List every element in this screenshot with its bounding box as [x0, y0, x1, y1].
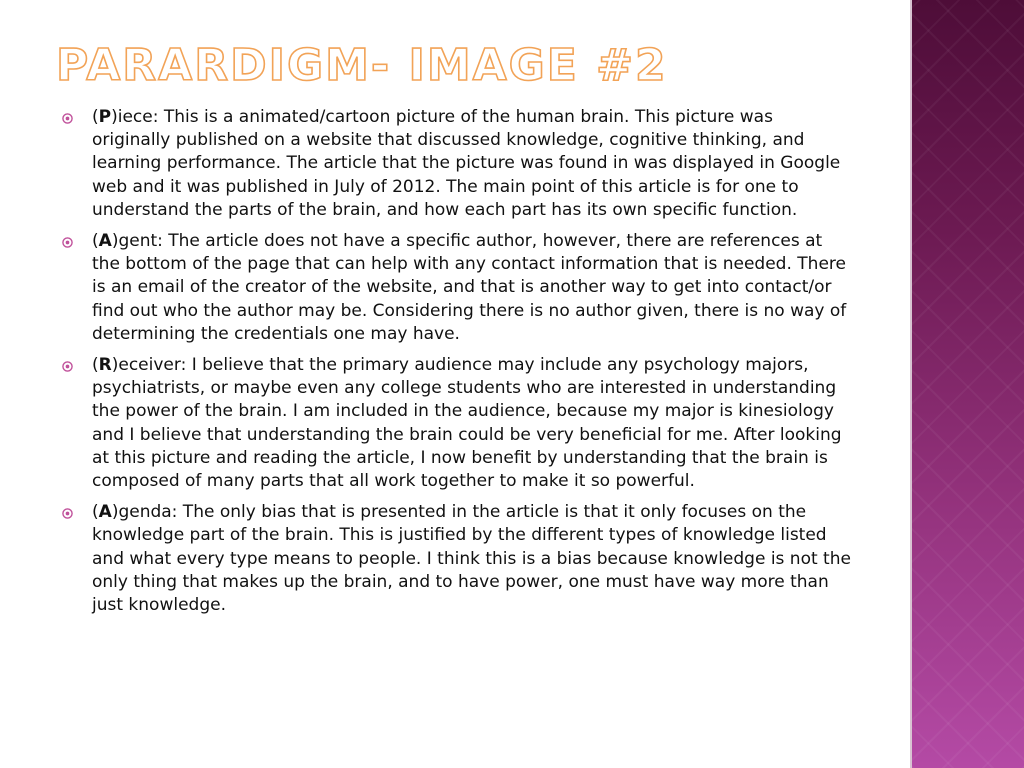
bullet-lead-letter: R: [98, 355, 112, 376]
bullet-lead-letter: A: [98, 231, 112, 252]
bullet-list: [62, 106, 852, 625]
bullet-item-receiver: [62, 354, 852, 493]
circle-dot-icon: [62, 113, 73, 124]
bullet-item-agenda: [62, 501, 852, 617]
slide-title: PARARDIGM- IMAGE #2: [56, 40, 668, 91]
bullet-open-paren: (: [92, 502, 99, 523]
bullet-text: )iece: This is a animated/cartoon picture of the human brain. This picture was originally published on a website that discussed knowledge, cognitive thinking, and learning performance. The article that the picture was found in was displayed in Google web and it was published in July of 2012. The main point of this article is for one to understand the parts of the brain, and how each part has its own specific function.: [92, 107, 841, 220]
circle-dot-icon: [62, 361, 73, 372]
bullet-item-piece: [62, 106, 852, 222]
bullet-open-paren: (: [92, 107, 99, 127]
bullet-open-paren: (: [92, 355, 99, 376]
bullet-text: )eceiver: I believe that the primary audience may include any psychology majors, psychiatrists, or maybe even any college students who are interested in understanding the power of the brain. I am included in the audience, because my major is kinesiology and I believe that understanding the brain could be very beneficial for me. After looking at this picture and reading the article, I now benefit by understanding that the brain is composed of many parts that all work together to make it so powerful.: [92, 355, 842, 492]
bullet-text: )genda: The only bias that is presented in the article is that it only focuses on the knowledge part of the brain. This is justified by the different types of knowledge listed and what every type means to people. I think this is a bias because knowledge is not the only thing that makes up the brain, and to have power, one must have way more than just knowledge.: [92, 502, 851, 616]
circle-dot-icon: [62, 508, 73, 519]
bullet-open-paren: (: [92, 231, 99, 252]
bullet-lead-letter: P: [98, 107, 112, 127]
bullet-item-agent: [62, 230, 852, 346]
decorative-side-panel: [912, 0, 1024, 768]
bullet-text: )gent: The article does not have a specific author, however, there are references at the bottom of the page that can help with any contact information that is needed. There is an email of the creator of the website, and that is another way to get into contact/or find out who the author may be. Considering there is no author given, there is no way of determining the credentials one may have.: [92, 231, 847, 344]
circle-dot-icon: [62, 237, 73, 248]
bullet-lead-letter: A: [98, 502, 112, 523]
